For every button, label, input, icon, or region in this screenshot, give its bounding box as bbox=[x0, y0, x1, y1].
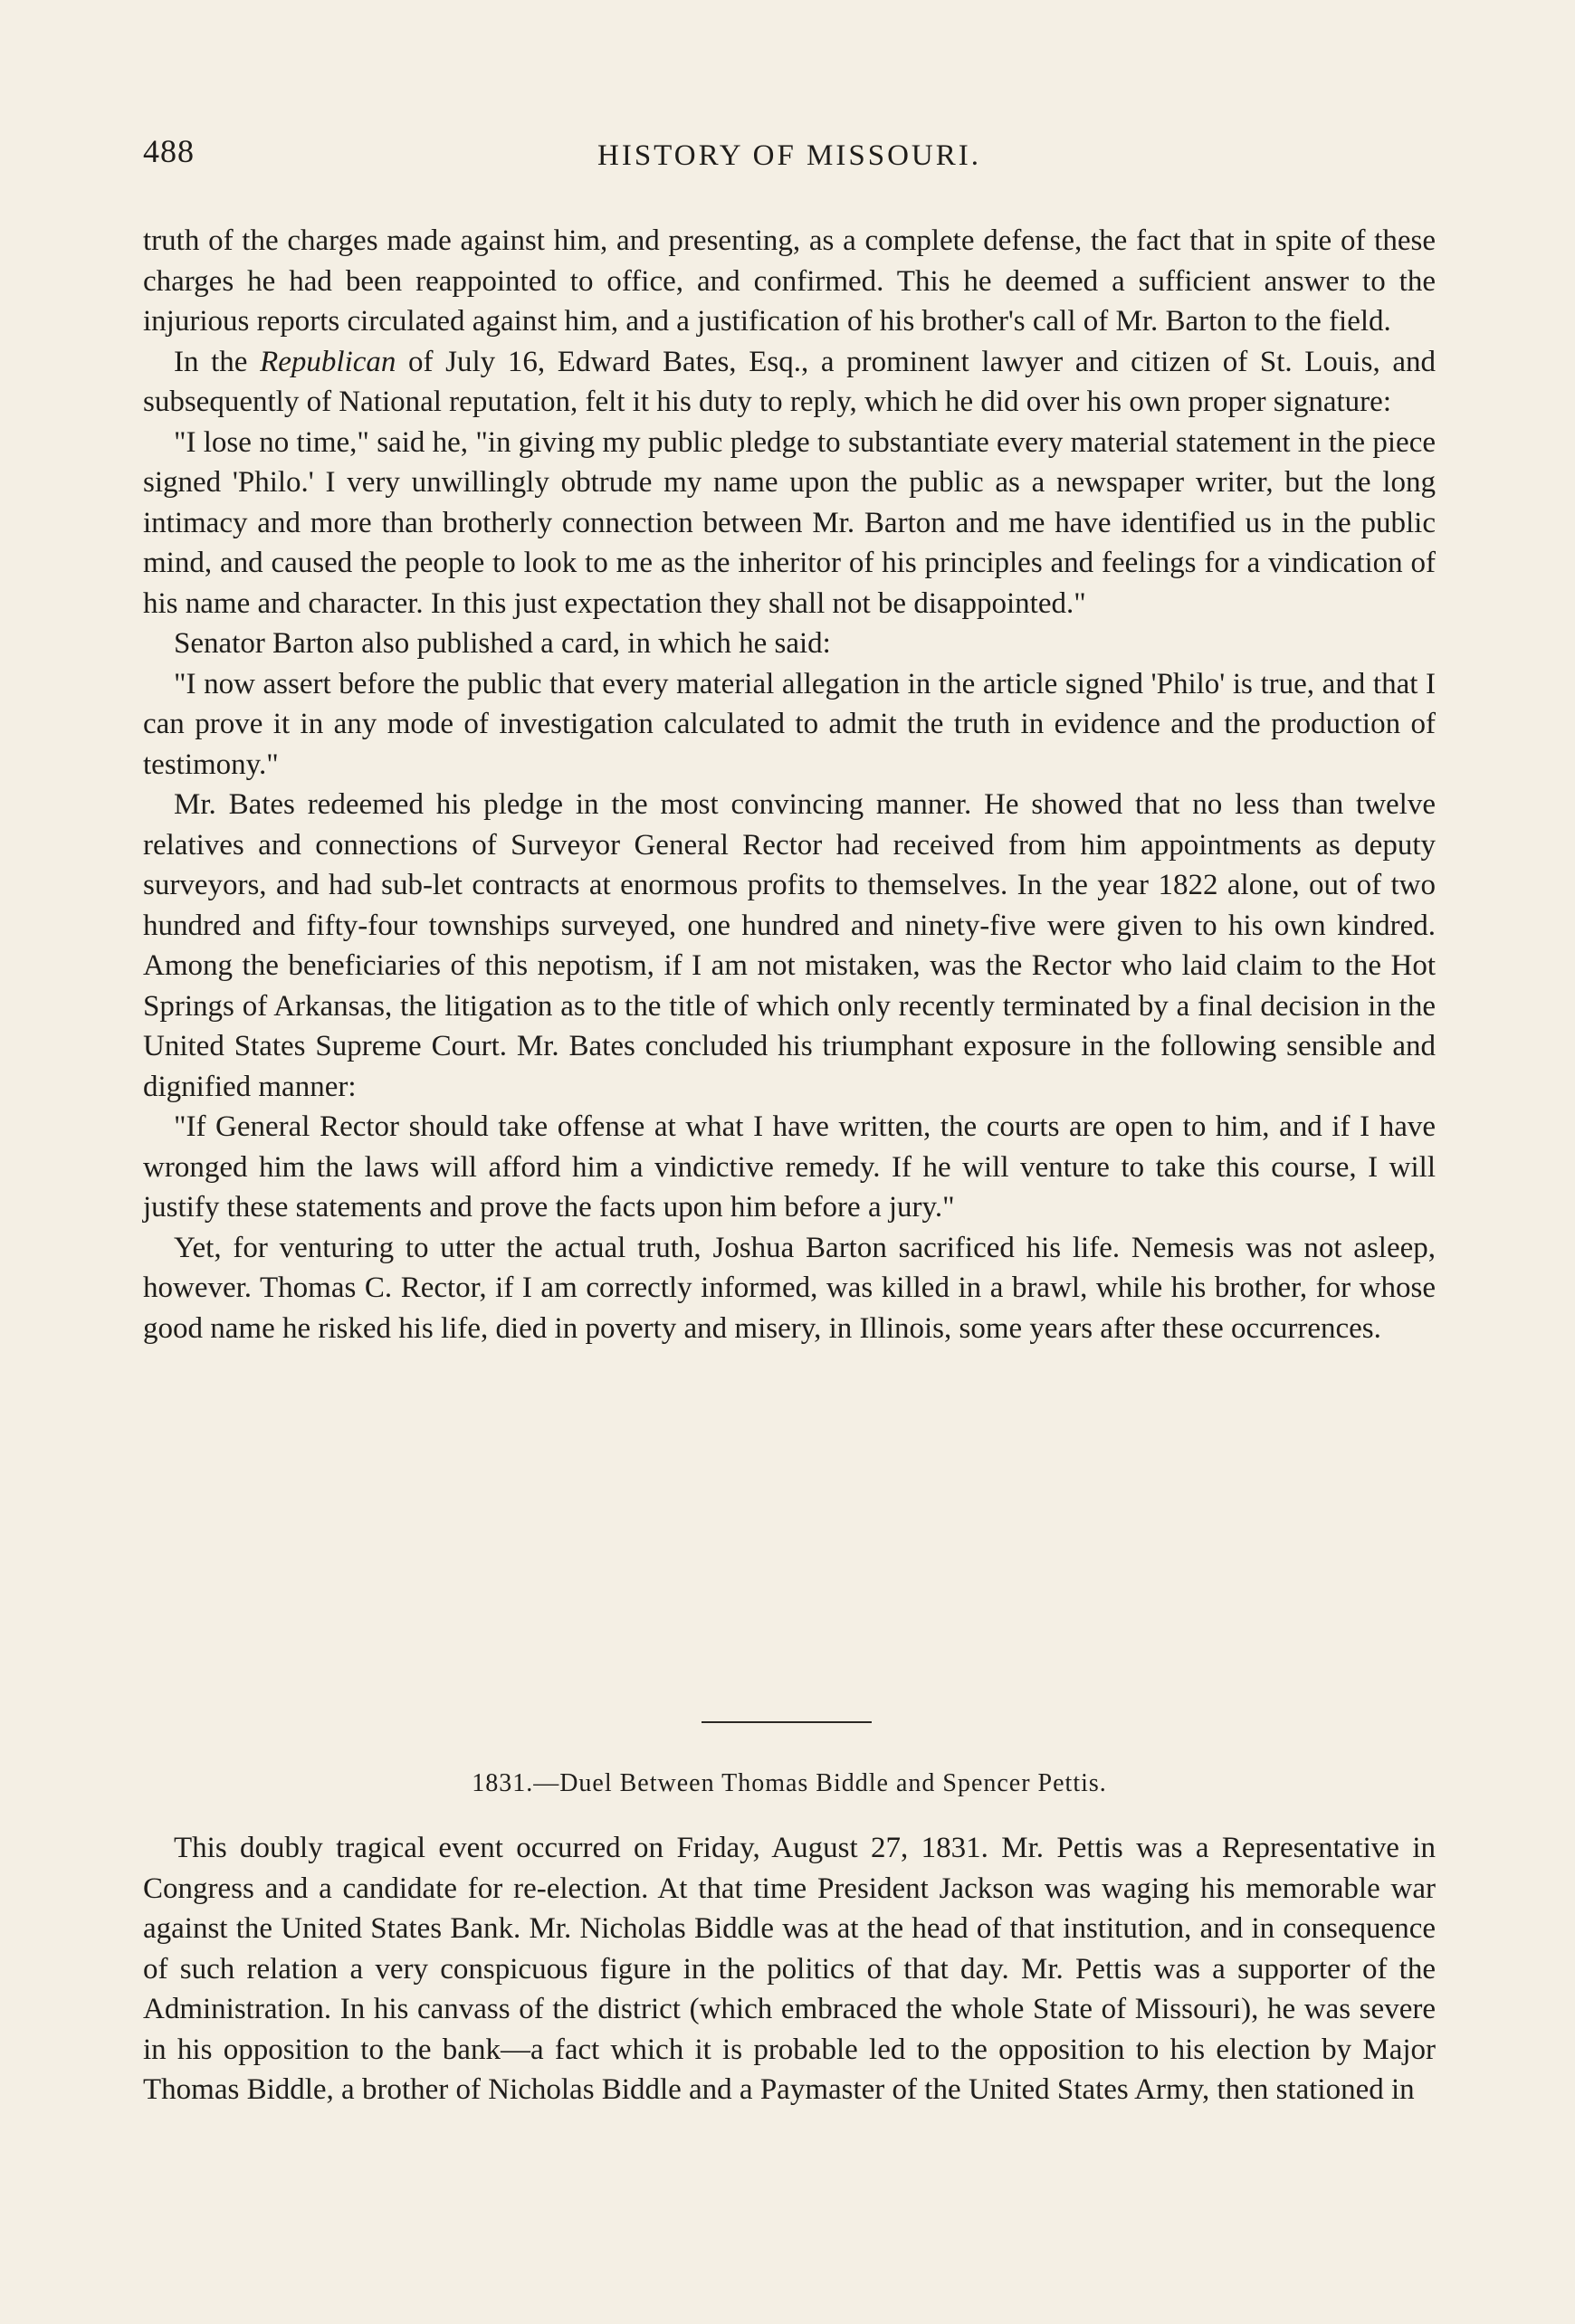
section-text bbox=[143, 1828, 1436, 2110]
running-head: HISTORY OF MISSOURI. bbox=[597, 139, 981, 172]
paragraph: Mr. Bates redeemed his pledge in the most convincing manner. He showed that no less than twelve relatives and connections of Surveyor General Rector had received from him appointments as deputy surveyors, and had sub-let contracts at enormous profits to themselves. In the year 1822 alone, out of two hundred and fifty-four townships surveyed, one hundred and ninety-five were given to his own kindred. Among the beneficiaries of this nepotism, if I am not mistaken, was the Rector who laid claim to the Hot Springs of Arkansas, the litigation as to the title of which only recently terminated by a final decision in the United States Supreme Court. Mr. Bates concluded his triumphant exposure in the following sensible and dignified manner: bbox=[143, 788, 1436, 1103]
body-text bbox=[143, 221, 1436, 1348]
paragraph: Yet, for venturing to utter the actual truth, Joshua Barton sacrificed his life. Nemesis was not asleep, however. Thomas C. Rector, if I am correctly informed, was killed in a brawl, while his brother, for whose good name he risked his life, died in poverty and misery, in Illinois, some years after these occurrences. bbox=[143, 1231, 1436, 1345]
section-heading: 1831.—Duel Between Thomas Biddle and Spencer Pettis. bbox=[472, 1769, 1107, 1797]
section-divider bbox=[702, 1721, 872, 1723]
paragraph: truth of the charges made against him, and presenting, as a complete defense, the fact that in spite of these charges he had been reappointed to office, and confirmed. This he deemed a sufficient answer to the injurious reports circulated against him, and a justification of his brother's call of Mr. Barton to the field. bbox=[143, 224, 1436, 338]
paragraph: Senator Barton also published a card, in which he said: bbox=[174, 627, 831, 660]
paragraph-text: In the bbox=[174, 345, 261, 378]
page-header bbox=[143, 132, 1436, 186]
paragraph: This doubly tragical event occurred on Friday, August 27, 1831. Mr. Pettis was a Representative in Congress and a candidate for re-election. At that time President Jackson was waging his memorable war against the United States Bank. Mr. Nicholas Biddle was at the head of that institution, and in consequence of such relation a very conspicuous figure in the politics of that day. Mr. Pettis was a supporter of the Administration. In his canvass of the district (which embraced the whole State of Missouri), he was severe in his opposition to the bank—a fact which it is probable led to the opposition to his election by Major Thomas Biddle, a brother of Nicholas Biddle and a Paymaster of the United States Army, then stationed in bbox=[143, 1832, 1436, 2106]
paragraph: "I lose no time," said he, "in giving my public pledge to substantiate every material statement in the piece signed 'Philo.' I very unwillingly obtrude my name upon the public as a newspaper writer, but the long intimacy and more than brotherly connection between Mr. Barton and me have identified us in the public mind, and caused the people to look to me as the inheritor of his principles and feelings for a vindication of his name and character. In this just expectation they shall not be disappointed." bbox=[143, 425, 1436, 620]
newspaper-title: Republican bbox=[260, 345, 396, 378]
paragraph: "I now assert before the public that every material allegation in the article signed 'Philo' is true, and that I can prove it in any mode of investigation calculated to admit the truth in evidence and the production of testimony." bbox=[143, 667, 1436, 781]
paragraph: "If General Rector should take offense at what I have written, the courts are open to him, and if I have wronged him the laws will afford him a vindictive remedy. If he will venture to take this course, I will justify these statements and prove the facts upon him before a jury." bbox=[143, 1110, 1436, 1224]
page-number: 488 bbox=[143, 133, 195, 169]
paragraph bbox=[143, 342, 1436, 423]
paragraph-text: of July 16, Edward Bates, Esq., a prominent lawyer and citizen of St. Louis, and subsequently of National reputation, felt it his duty to reply, which he did over his own proper signature: bbox=[143, 345, 1436, 418]
